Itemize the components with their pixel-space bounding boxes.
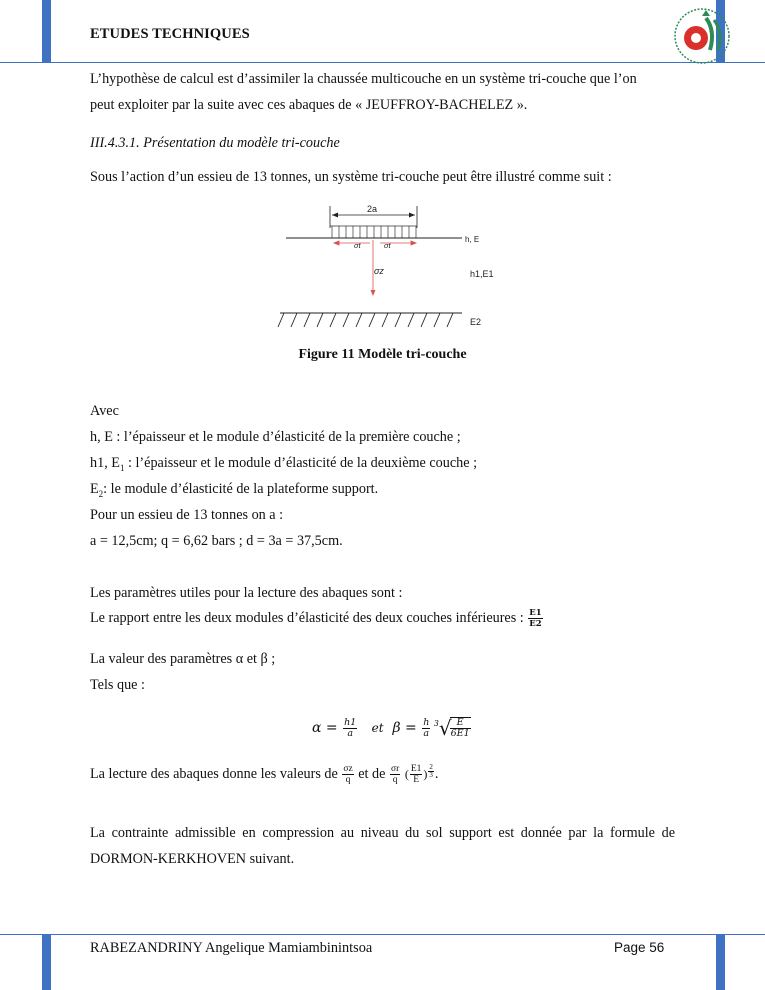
tri-layer-figure [270,198,510,338]
alpha-beta-text: La valeur des paramètres α et β ; [90,651,276,667]
header-rule [0,62,765,63]
sigma-t-right: σt [384,241,391,250]
ratio-line: Le rapport entre les deux modules d’élasticité des deux couches inférieures : $\frac{E1}{E2}$ [90,608,542,629]
support-hatch [278,313,462,327]
definition-1: h, E : l’épaisseur et le module d’élasticité de la première couche ; [90,429,461,445]
width-dimension [330,204,417,228]
institution-logo [666,6,738,66]
ratio-fraction: $\frac{E1}{E2}$ [529,608,542,629]
header-title: ETUDES TECHNIQUES [90,26,250,42]
root-symbol: √ [438,716,452,740]
layer2-label: h1,E1 [470,269,494,279]
sigma-z-label: σz [374,266,384,276]
sigma-t-left: σt [354,241,361,250]
support-label: E2 [470,317,482,327]
reading-line: La lecture des abaques donne les valeurs de $\frac{\sigma z}{q}$ et de $\frac{\sigma r}{q}$ ( $\frac{E1}{E}$ ) $^{\frac{2}{3}}$ . [90,763,439,785]
page-number: Page 56 [614,940,665,955]
closing-paragraph: La contrainte admissible en compression au niveau du sol support est donnée par la formule de DORMON-KERKHOVEN suivant. [90,825,675,867]
tension-arrows [334,241,416,245]
axle-values: a = 12,5cm; q = 6,62 bars ; d = 3a = 37,5cm. [90,533,343,549]
figure-caption: Figure 11 Modèle tri-couche [298,347,467,362]
layer1-label: h, E [465,235,480,244]
width-label: 2a [367,204,378,214]
avec-text: Avec [90,403,119,419]
footer-author: RABEZANDRINY Angelique Mamiambinintsoa [90,940,373,956]
axle-text: Pour un essieu de 13 tonnes on a : [90,507,284,523]
section-heading: III.4.3.1. Présentation du modèle tri-couche [90,135,340,151]
definition-3: $E_2$: le module d’élasticité de la plateforme support. [90,481,379,499]
under-action-text: Sous l’action d’un essieu de 13 tonnes, un système tri-couche peut être illustré comme suit : [90,169,612,185]
load-arrows [330,226,417,238]
alpha-beta-formula: α = $\frac{h1}{a}$ et β = $\frac{h}{a}$ $^3$√ $\frac{E}{6E1}$ [312,716,470,740]
footer-right-bar [716,934,725,990]
footer-left-bar [42,934,51,990]
definition-2: h1, $E_1$ : l’épaisseur et le module d’élasticité de la deuxième couche ; [90,455,478,473]
intro-line-2: peut exploiter par la suite avec ces abaques de « JEUFFROY-BACHELEZ ». [90,97,528,113]
intro-line-1: L’hypothèse de calcul est d’assimiler la chaussée multicouche en un système tri-couche que l’on [90,71,637,87]
tels-que-text: Tels que : [90,677,145,693]
header-left-bar [42,0,51,62]
parameters-intro: Les paramètres utiles pour la lecture des abaques sont : [90,585,403,601]
footer-rule [0,934,765,935]
